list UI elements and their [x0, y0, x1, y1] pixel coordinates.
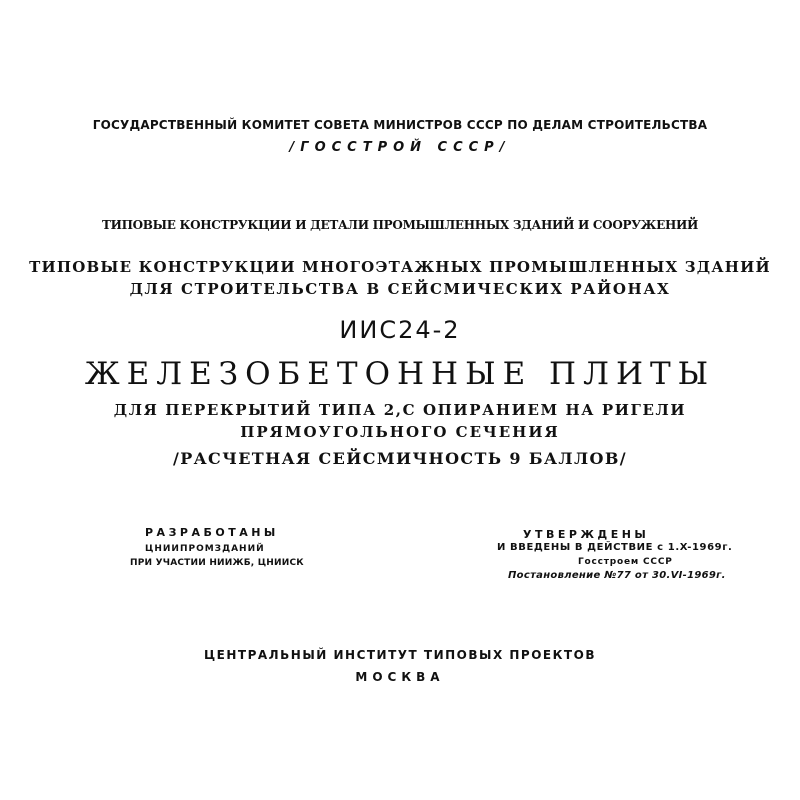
developed-by-heading: РАЗРАБОТАНЫ: [145, 526, 279, 539]
agency-name: ГОСУДАРСТВЕННЫЙ КОМИТЕТ СОВЕТА МИНИСТРОВ СССР ПО ДЕЛАМ СТРОИТЕЛЬСТВА: [92, 118, 708, 132]
approving-organization: Госстроем СССР: [578, 557, 673, 567]
subtitle-line-2: ПРЯМОУГОЛЬНОГО СЕЧЕНИЯ: [240, 423, 560, 441]
series-code: ИИС24-2: [339, 316, 461, 344]
document-title-line-1: ТИПОВЫЕ КОНСТРУКЦИИ МНОГОЭТАЖНЫХ ПРОМЫШЛЕННЫХ ЗДАНИЙ: [29, 258, 771, 276]
approval-date: И ВВЕДЕНЫ В ДЕЙСТВИЕ с 1.X-1969г.: [497, 542, 733, 553]
document-title-line-2: ДЛЯ СТРОИТЕЛЬСТВА В СЕЙСМИЧЕСКИХ РАЙОНАХ: [129, 280, 671, 298]
approved-heading: УТВЕРЖДЕНЫ: [523, 528, 650, 541]
publisher-institute: ЦЕНТРАЛЬНЫЙ ИНСТИТУТ ТИПОВЫХ ПРОЕКТОВ: [204, 648, 596, 662]
publication-city: МОСКВА: [355, 670, 445, 684]
seismicity-note: /РАСЧЕТНАЯ СЕЙСМИЧНОСТЬ 9 БАЛЛОВ/: [172, 449, 628, 468]
series-title: ТИПОВЫЕ КОНСТРУКЦИИ И ДЕТАЛИ ПРОМЫШЛЕННЫХ ЗДАНИЙ И СООРУЖЕНИЙ: [101, 218, 699, 232]
main-title: ЖЕЛЕЗОБЕТОННЫЕ ПЛИТЫ: [84, 356, 716, 392]
developer-organization: ЦНИИПРОМЗДАНИЙ: [145, 544, 265, 554]
subtitle-line-1: ДЛЯ ПЕРЕКРЫТИЙ ТИПА 2,С ОПИРАНИЕМ НА РИГЕЛИ: [113, 401, 687, 419]
participating-organizations: ПРИ УЧАСТИИ НИИЖБ, ЦНИИСК: [130, 558, 304, 568]
agency-short-name: /ГОССТРОЙ СССР/: [289, 140, 511, 155]
approval-resolution: Постановление №77 от 30.VI-1969г.: [508, 570, 726, 581]
